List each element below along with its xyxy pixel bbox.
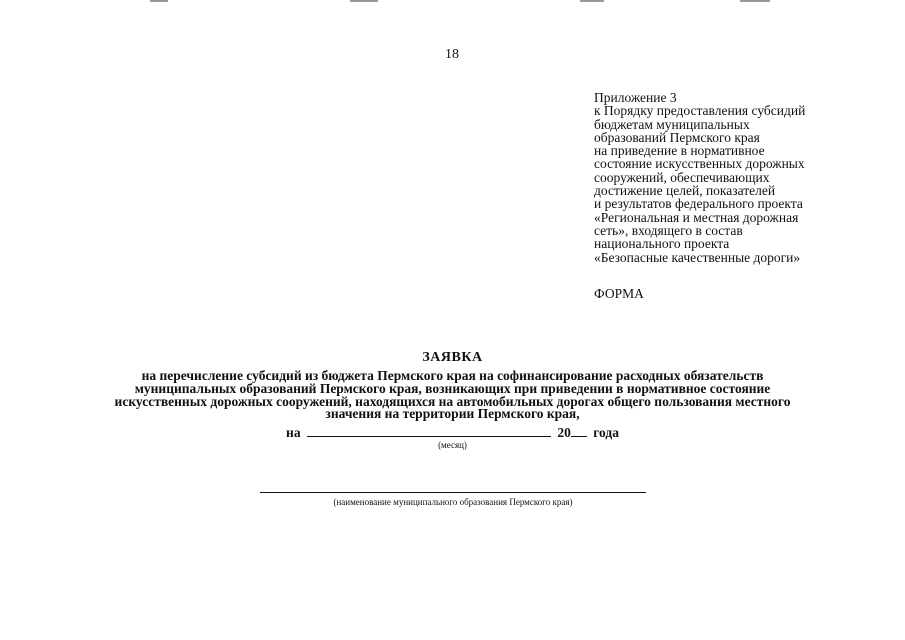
appendix-line: Приложение 3 <box>594 90 677 105</box>
scan-edge-mark <box>740 0 770 2</box>
appendix-line: состояние искусственных дорожных <box>594 156 805 172</box>
form-label: ФОРМА <box>594 286 644 301</box>
appendix-line: на приведение в нормативное <box>594 143 765 159</box>
appendix-line: образований Пермского края <box>594 129 760 145</box>
subtitle-line: искусственных дорожных сооружений, находящихся на автомобильных дорогах общего пользования местного <box>114 393 791 409</box>
year-suffix: года <box>593 425 619 440</box>
municipality-caption: (наименование муниципального образования Пермского края) <box>333 497 573 507</box>
appendix-line: национального проекта <box>594 236 730 252</box>
appendix-line: сооружений, обеспечивающих <box>594 169 770 185</box>
appendix-line: бюджетам муниципальных <box>594 116 750 132</box>
date-row <box>0 424 905 441</box>
month-blank-field[interactable] <box>307 424 551 437</box>
year-blank-field[interactable] <box>571 424 587 437</box>
page-number: 18 <box>445 47 459 62</box>
appendix-line: «Безопасные качественные дороги» <box>594 249 801 265</box>
appendix-block <box>594 91 894 264</box>
subtitle-line: значения на территории Пермского края, <box>325 406 580 422</box>
document-subtitle <box>40 370 865 421</box>
scan-edge-mark <box>350 0 378 2</box>
subtitle-line: на перечисление субсидий из бюджета Пермского края на софинансирование расходных обязательств <box>141 368 764 383</box>
scan-edge-mark <box>580 0 604 2</box>
appendix-line: достижение целей, показателей <box>594 183 776 199</box>
appendix-line: сеть», входящего в состав <box>594 222 743 238</box>
month-caption: (месяц) <box>438 440 467 450</box>
appendix-line: «Региональная и местная дорожная <box>594 209 799 225</box>
year-prefix: 20 <box>557 425 571 440</box>
municipality-blank-field[interactable] <box>260 492 646 493</box>
document-title: ЗАЯВКА <box>422 350 483 365</box>
appendix-line: и результатов федерального проекта <box>594 196 803 212</box>
subtitle-line: муниципальных образований Пермского края, возникающих при приведении в нормативное состояние <box>134 380 771 396</box>
date-prefix: на <box>286 425 301 440</box>
scan-edge-mark <box>150 0 168 2</box>
appendix-line: к Порядку предоставления субсидий <box>594 103 806 119</box>
